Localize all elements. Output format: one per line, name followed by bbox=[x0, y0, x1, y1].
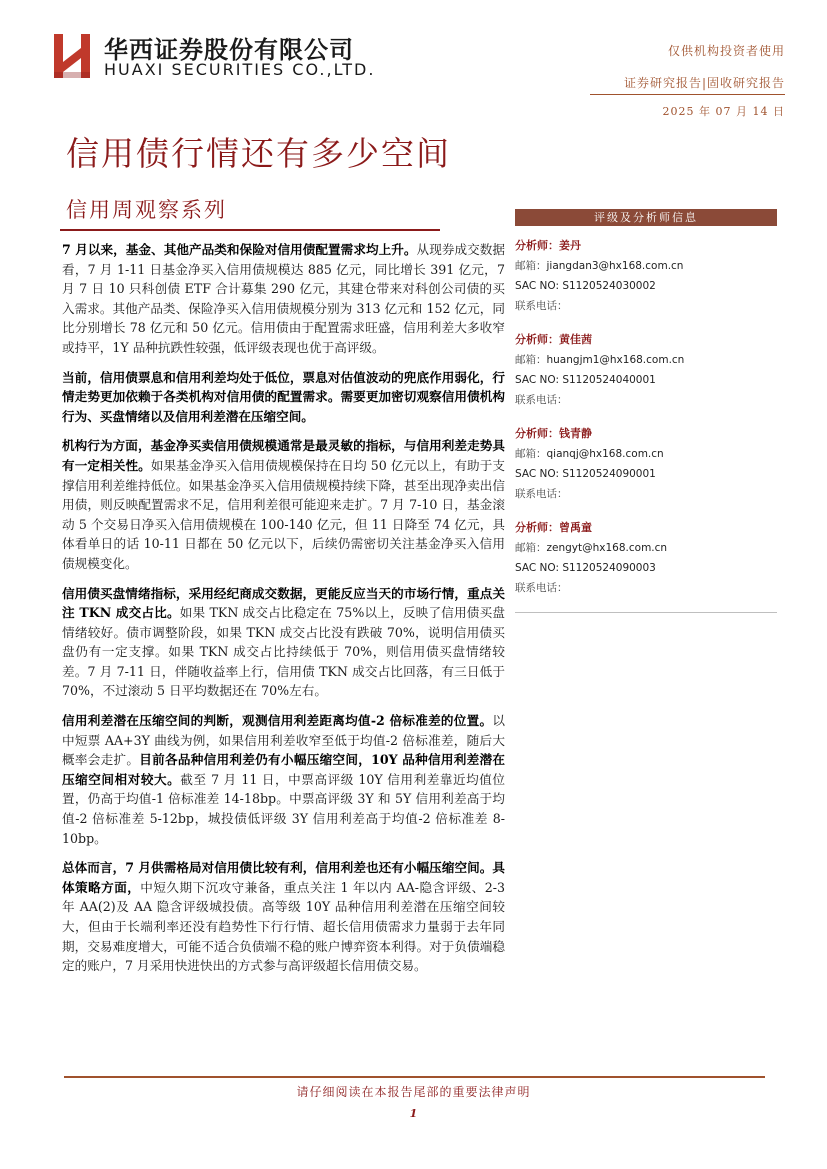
paragraph-lead: 7 月以来，基金、其他产品类和保险对信用债配置需求均上升。 bbox=[62, 242, 417, 257]
body-paragraph bbox=[62, 436, 505, 573]
paragraph-lead: 具体策略方面， bbox=[62, 860, 505, 895]
paragraph-lead: 总体而言，7 月供需格局对信用债比较有利，信用利差也还有小幅压缩空间。 bbox=[62, 860, 493, 876]
paragraph-text: 从现券成交数据看，7 月 1-11 日基金净买入信用债规模达 885 亿元，同比增长 391 亿元，7 月 7 日 10 只科创债 ETF 合计募集 290 亿元，其建仓带来对科创公司债的买入需求。其他产品类、保险净买入信用债规模分别为 313 亿元和 152 亿元，同比分别增长 78 亿元和 50 亿元。信用债由于配置需求旺盛，信用利差大多收窄或持平，1Y 品种抗跌性较强，低评级表现也优于高评级。 bbox=[62, 242, 505, 355]
email-label: 邮箱： bbox=[515, 542, 547, 554]
analyst-email[interactable]: zengyt@hx168.com.cn bbox=[546, 542, 668, 554]
analyst-sac: SAC NO: S1120524040001 bbox=[515, 374, 656, 386]
analyst-card bbox=[515, 330, 777, 410]
analyst-email[interactable]: qianqj@hx168.com.cn bbox=[546, 448, 664, 460]
sidebar-header: 评级及分析师信息 bbox=[515, 209, 777, 226]
analyst-name: 分析师：曾禹童 bbox=[515, 521, 592, 534]
email-label: 邮箱： bbox=[515, 354, 547, 366]
email-label: 邮箱： bbox=[515, 260, 547, 272]
report-date: 2025 年 07 月 14 日 bbox=[662, 105, 785, 118]
paragraph-text: 如果 TKN 成交占比稳定在 75%以上，反映了信用债买盘情绪较好。债市调整阶段，如果 TKN 成交占比没有跌破 70%，说明信用债买盘仍有一定支撑。如果 TKN 成交占比持续低于 70%，则信用债买盘情绪较差。7 月 7-11 日，伴随收益率上行，信用债 TKN 成交占比回落，有三日低于 70%，不过滚动 5 日平均数据还在 70%左右。 bbox=[62, 605, 505, 699]
report-title: 信用债行情还有多少空间 bbox=[66, 134, 451, 173]
phone-label: 联系电话： bbox=[515, 488, 568, 500]
analyst-name: 分析师：钱青静 bbox=[515, 427, 592, 440]
analyst-sac: SAC NO: S1120524030002 bbox=[515, 280, 656, 292]
paragraph-lead: 当前，信用债票息和信用利差均处于低位，票息对估值波动的兜底作用弱化，行情走势更加依赖于各类机构对信用债的配置需求。需要更加密切观察信用债机构行为、买盘情绪以及信用利差潜在压缩空间。 bbox=[62, 369, 505, 424]
email-label: 邮箱： bbox=[515, 448, 547, 460]
analyst-sidebar bbox=[515, 209, 777, 613]
body-paragraph bbox=[62, 711, 505, 848]
body-paragraph bbox=[62, 584, 505, 702]
analyst-sac: SAC NO: S1120524090003 bbox=[515, 562, 656, 574]
audience-note: 仅供机构投资者使用 bbox=[667, 44, 785, 58]
analyst-card bbox=[515, 424, 777, 504]
phone-label: 联系电话： bbox=[515, 300, 568, 312]
company-name-en: HUAXI SECURITIES CO.,LTD. bbox=[104, 60, 376, 79]
sidebar-divider bbox=[515, 612, 777, 613]
paragraph-text: 以中短票 AA+3Y 曲线为例，如果信用利差收窄至低于均值-2 倍标准差，随后大概率会走扩。 bbox=[62, 713, 505, 768]
header-divider bbox=[590, 94, 785, 95]
company-name-cn: 华西证券股份有限公司 bbox=[104, 36, 354, 64]
series-divider bbox=[60, 229, 440, 231]
huaxi-logo-icon bbox=[52, 32, 92, 80]
phone-label: 联系电话： bbox=[515, 394, 568, 406]
analyst-sac: SAC NO: S1120524090001 bbox=[515, 468, 656, 480]
paragraph-text: 如果基金净买入信用债规模保持在日均 50 亿元以上，有助于支撑信用利差维持低位。如果基金净买入信用债规模持续下降，甚至出现净卖出信用债，则反映配置需求不足，信用利差很可能迎来走扩。7 月 7-10 日，基金滚动 5 个交易日净买入信用债规模在 100-140 亿元，但 11 日降至 74 亿元，具体看单日的话 10-11 日都在 50 亿元以下，后续仍需密切关注基金净买入信用债规模变化。 bbox=[62, 457, 505, 571]
body-paragraph bbox=[62, 240, 505, 358]
body-paragraph bbox=[62, 368, 505, 427]
footer-disclaimer[interactable]: 请仔细阅读在本报告尾部的重要法律声明 bbox=[296, 1085, 531, 1099]
page-number: 1 bbox=[409, 1107, 418, 1120]
paragraph-lead: 信用利差潜在压缩空间的判断，观测信用利差距离均值-2 倍标准差的位置。 bbox=[62, 713, 493, 729]
analyst-card bbox=[515, 518, 777, 598]
series-title: 信用周观察系列 bbox=[66, 198, 227, 222]
analyst-list bbox=[515, 236, 777, 598]
paragraph-lead: 机构行为方面，基金净买卖信用债规模通常是最灵敏的指标，与信用利差走势具有一定相关性。 bbox=[62, 438, 505, 473]
report-body bbox=[62, 240, 505, 986]
phone-label: 联系电话： bbox=[515, 582, 568, 594]
body-paragraph bbox=[62, 858, 505, 976]
analyst-email[interactable]: jiangdan3@hx168.com.cn bbox=[546, 260, 684, 272]
paragraph-lead: 目前各品种信用利差仍有小幅压缩空间，10Y 品种信用利差潜在压缩空间相对较大。 bbox=[62, 752, 506, 787]
report-type: 证券研究报告|固收研究报告 bbox=[623, 76, 785, 90]
analyst-email[interactable]: huangjm1@hx168.com.cn bbox=[546, 354, 685, 366]
paragraph-text: 中短久期下沉攻守兼备，重点关注 1 年以内 AA-隐含评级、2-3 年 AA(2)及 AA 隐含评级城投债。高等级 10Y 品种信用利差潜在压缩空间较大，但由于长端利率还没有趋势性下行行情、超长信用债需求力量弱于去年同期，交易难度增大，可能不适合负债端不稳的账户博弈资本利得。对于负债端稳定的账户，7 月采用快进快出的方式参与高评级超长信用债交易。 bbox=[62, 879, 505, 974]
footer-divider bbox=[64, 1076, 765, 1078]
paragraph-text: 截至 7 月 11 日，中票高评级 10Y 信用利差靠近均值位置，仍高于均值-1 倍标准差 14-18bp。中票高评级 3Y 和 5Y 信用利差高于均值-2 倍标准差 5-12bp，城投债低评级 3Y 信用利差高于均值-2 倍标准差 8-10bp。 bbox=[62, 771, 505, 846]
analyst-card bbox=[515, 236, 777, 316]
analyst-name: 分析师：姜丹 bbox=[515, 239, 581, 252]
analyst-name: 分析师：黄佳茜 bbox=[515, 333, 592, 346]
paragraph-lead: 信用债买盘情绪指标，采用经纪商成交数据，更能反应当天的市场行情，重点关注 TKN 成交占比。 bbox=[62, 585, 505, 621]
